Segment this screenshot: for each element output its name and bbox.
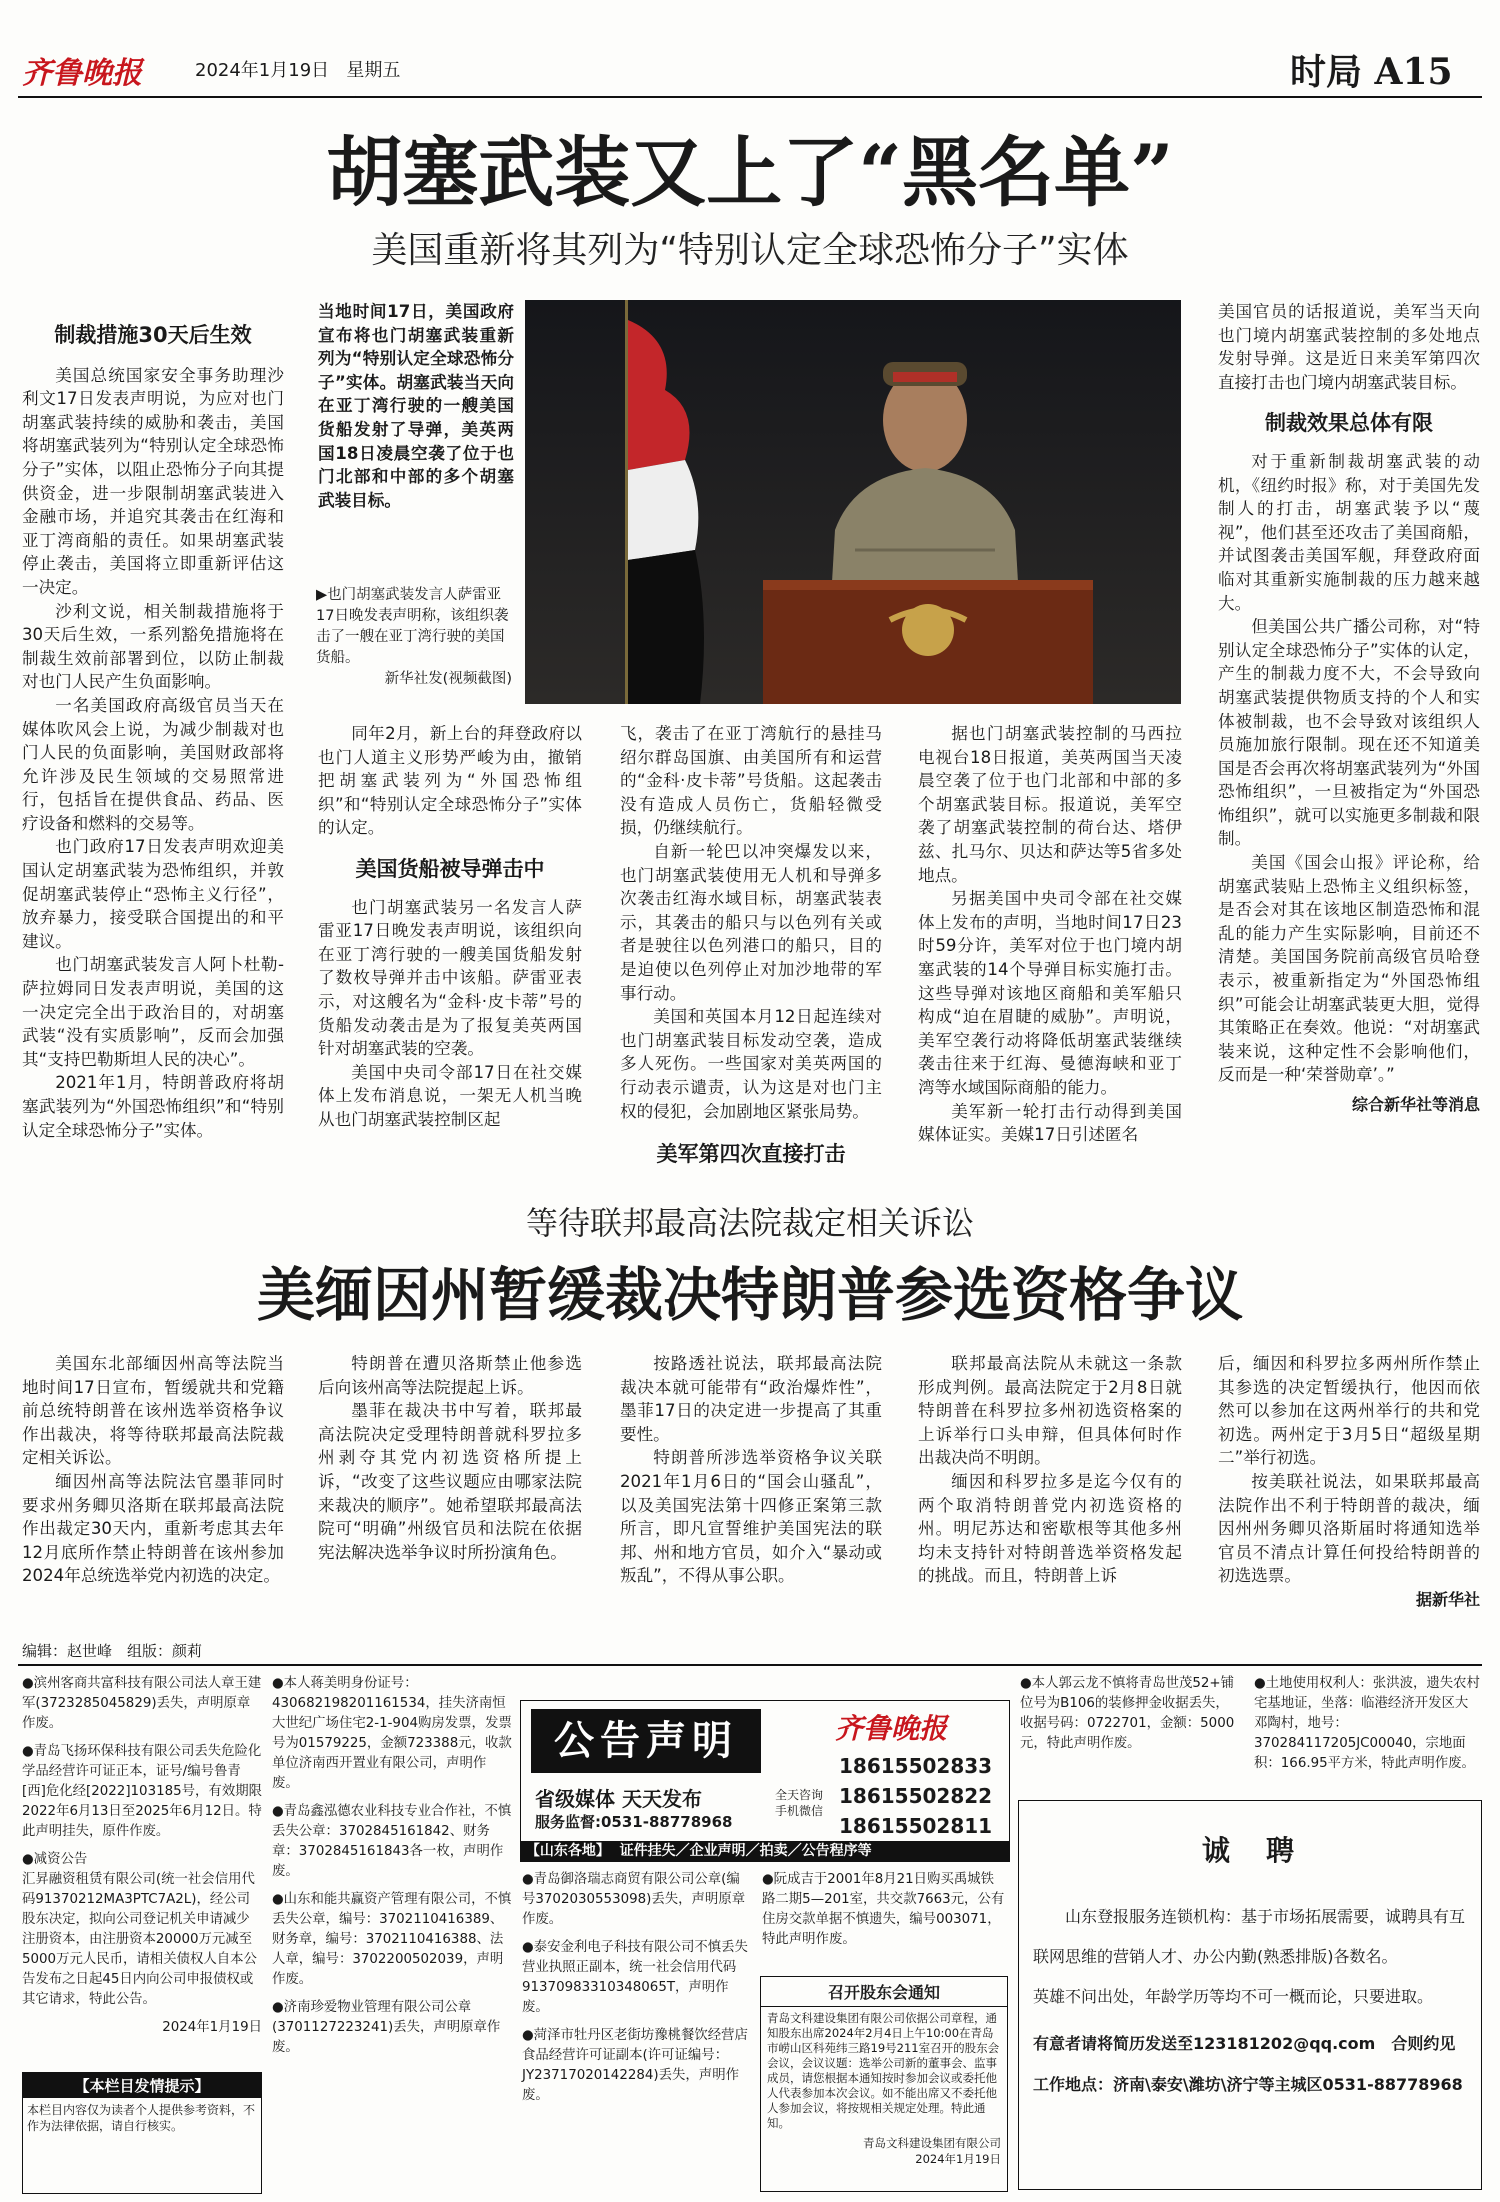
paper-logo: 齐鲁晚报 [22,56,142,91]
section-label: 时局 A15 [1290,51,1453,93]
story2-column-1: 美国东北部缅因州高等法院当地时间17日宣布，暂缓就共和党籍前总统特朗普在该州选举资格争议作出裁决，将等待联邦最高法院裁定相关诉讼。 缅因州高等法院法官墨菲同时要求州务卿贝洛斯在联邦最高法院作出裁定30天内，重新考虑其去年12月底所作禁止特朗普在该州参加2024年总统选举党内初选的决定。 [22,1354,284,1586]
recruitment-ad [1018,1800,1482,2190]
qr-label: 全天咨询 手机微信 [774,1788,823,1818]
ads-column-1: ●滨州客商共富科技有限公司法人章王建军(3723285045829)丢失，声明原章作废。 ●青岛飞扬环保科技有限公司丢失危险化学品经营许可证正本，证号/编号鲁青[西]危化经[2022]103185号，有效期限2022年6月13日至2025年6月12日。特此声明挂失，原件作废。 ●减资公告 汇昇融资租赁有限公司(统一社会信用代码91370212MA3PTC7A2L)，经公司股东决定，拟向公司登记机关申请减少注册资本，由注册资本20000万元减至5000万元人民币，请相关债权人自本公告发布之日起45日内向公司申报债权或其它请求，特此公告。 2024年1月19日 [22,1676,262,2035]
issue-date: 2024年1月19日 星期五 [195,60,401,81]
editor-line: 编辑：赵世峰 组版：颜莉 [22,1642,203,1660]
story1-column-2: 同年2月，新上台的拜登政府以也门人道主义形势严峻为由，撤销把胡塞武装列为“外国恐怖组织”和“特别认定全球恐怖分子”实体的认定。 美国货船被导弹击中 也门胡塞武装另一名发言人萨雷亚17日晚发表声明说，该组织向在亚丁湾行驶的一艘美国货船发射了数枚导弹并击中该船。萨雷亚表示，对这艘名为“金科·皮卡蒂”号的货船发动袭击是为了报复美英两国针对胡塞武装的空袭。 美国中央司令部17日在社交媒体上发布消息说，一架无人机当晚从也门胡塞武装控制区起 [318,724,582,1129]
recruit-address: 工作地点：济南\泰安\潍坊\济宁等主城区0531-88778968 [1033,2075,1463,2094]
story1-column-1: 制裁措施30天后生效 美国总统国家安全事务助理沙利文17日发表声明说，为应对也门胡塞武装持续的威胁和袭击，美国将胡塞武装列为“特别认定全球恐怖分子”实体，以阻止恐怖分子向其提供资金，进一步限制胡塞武装进入金融市场，并追究其袭击在红海和亚丁湾商船的责任。如果胡塞武装停止袭击，美国将立即重新评估这一决定。 沙利文说，相关制裁措施将于30天后生效，一系列豁免措施将在制裁生效前部署到位，以防止制裁对也门人民产生负面影响。 一名美国政府高级官员当天在媒体吹风会上说，为减少制裁对也门人民的负面影响，美国财政部将允许涉及民生领域的交易照常进行，包括旨在提供食品、药品、医疗设备和燃料的交易等。 也门政府17日发表声明欢迎美国认定胡塞武装为恐怖组织，并敦促胡塞武装停止“恐怖主义行径”，放弃暴力，接受联合国提出的和平建议。 也门胡塞武装发言人阿卜杜勒-萨拉姆同日发表声明说，美国的这一决定完全出于政治目的，对胡塞武装“没有实质影响”，反而会加强其“支持巴勒斯坦人民的决心”。 2021年1月，特朗普政府将胡塞武装列为“外国恐怖组织”和“特别认定全球恐怖分子”实体。 [22,323,284,1140]
notice-advert [520,1700,1010,1862]
story2-headline: 美缅因州暂缓裁决特朗普参选资格争议 [256,1261,1243,1329]
ads-rule [18,1664,1482,1666]
notice-title: 公告声明 [531,1709,761,1773]
subhead-limited-effect: 制裁效果总体有限 [1265,411,1433,436]
notice-paper-logo: 齐鲁晚报 [835,1712,948,1745]
story2-column-2: 特朗普在遭贝洛斯禁止他参选后向该州高等法院提起上诉。 墨菲在裁决书中写着，联邦最高法院决定受理特朗普就科罗拉多州剥夺其党内初选资格所提上诉，“改变了这些议题应由哪家法院来裁决的顺序”。她希望联邦最高法院可“明确”州级官员和法院在依据宪法解决选举争议时所扮演角色。 [318,1354,582,1562]
ads-column-3: ●青岛御洛瑞志商贸有限公司公章(编号3702030553098)丢失，声明原章作废。 ●泰安金利电子科技有限公司不慎丢失营业执照正副本，统一社会信用代码91370983310348065T，声明作废。 ●菏泽市牡丹区老街坊豫桃餐饮经营店食品经营许可证副本(许可证编号：JY23717020142284)丢失，声明作废。 [522,1872,748,2103]
notice-phone-list: 18615502833 18615502822 18615502811 [839,1754,993,1838]
ads-column-4: ●阮成吉于2001年8月21日购买禹城铁路二期5—201室，共交款7663元，公有住房交款单据不慎遗失，编号003071，特此声明作废。 [762,1872,1005,1947]
story2-column-3: 按路透社说法，联邦最高法院裁决本就可能带有“政治爆炸性”，墨菲17日的决定进一步提高了其重要性。 特朗普所涉选举资格争议关联2021年1月6日的“国会山骚乱”，以及美国宪法第十四修正案第三款所言，即凡宣誓维护美国宪法的联邦、州和地方官员，如介入“暴动或叛乱”，不得从事公职。 [620,1354,882,1586]
story2-column-5: 后，缅因和科罗拉多两州所作禁止其参选的决定暂缓执行，他因而依然可以参加在这两州举行的共和党初选。两州定于3月5日“超级星期二”举行初选。 按美联社说法，如果联邦最高法院作出不利于特朗普的裁决，缅因州州务卿贝洛斯届时将通知选举官员不清点计算任何投给特朗普的初选选票。 据新华社 [1218,1352,1480,1612]
spokesman-illustration [525,300,1181,704]
story1-column-4: 据也门胡塞武装控制的马西拉电视台18日报道，美英两国当天凌晨空袭了位于也门北部和中部的多个胡塞武装目标。报道说，美军空袭了胡塞武装控制的荷台达、塔伊兹、扎马尔、贝达和萨达等5省多处地点。 另据美国中央司令部在社交媒体上发布的声明，当地时间17日23时59分许，美军对位于也门境内胡塞武装的14个导弹目标实施打击。这些导弹对该地区商船和美军船只构成“迫在眉睫的威胁”。声明说，美军空袭行动将降低胡塞武装继续袭击往来于红海、曼德海峡和亚丁湾等水域国际商船的能力。 美军新一轮打击行动得到美国媒体证实。美媒17日引述匿名 [918,724,1182,1145]
story1-column-5: 美国官员的话报道说，美军当天向也门境内胡塞武装控制的多处地点发射导弹。这是近日来美军第四次直接打击也门境内胡塞武装目标。 制裁效果总体有限 对于重新制裁胡塞武装的动机，《纽约时报》称，对于美国先发制人的打击，胡塞武装予以“蔑视”，他们甚至还攻击了美国商船，并试图袭击美国军舰，拜登政府面临对其重新实施制裁的压力越来越大。 但美国公共广播公司称，对“特别认定全球恐怖分子”实体的认定，产生的制裁力度不大，不会导致向胡塞武装提供物质支持的个人和实体被制裁，也不会导致对该组织人员施加旅行限制。现在还不知道美国是否会再次将胡塞武装列为“外国恐怖组织”，一旦被指定为“外国恐怖组织”，就可以实施更多制裁和限制。 美国《国会山报》评论称，给胡塞武装贴上恐怖主义组织标签，是否会对其在该地区制造恐怖和混乱的能力产生实际影响，目前还不清楚。美国国务院前高级官员哈登表示，被重新指定为“外国恐怖组织”可能会让胡塞武装更大胆，觉得其策略正在奏效。他说：“对胡塞武装来说，这种定性不会影响他们，反而是一种‘荣誉勋章’。” 综合新华社等消息 [1218,300,1480,1117]
recruit-title: 诚 聘 [1201,1834,1298,1867]
notice-bar: 【山东各地】 证件挂失／企业声明／拍卖／公告程序等 [521,1841,1009,1861]
story1-subheadline: 美国重新将其列为“特别认定全球恐怖分子”实体 [371,230,1129,271]
subhead-cargo-ship: 美国货船被导弹击中 [355,856,545,881]
story2-kicker: 等待联邦最高法院裁定相关诉讼 [525,1204,974,1242]
ads-column-5: ●本人郭云龙不慎将青岛世茂52+铺位号为B106的装修押金收据丢失，收据号码：0722701，金额：5000元，特此声明作废。 [1020,1676,1235,1751]
subhead-fourth-strike: 美军第四次直接打击 [656,1142,846,1167]
ads-column-6: ●土地使用权利人：张洪波，遗失农村宅基地证，坐落：临港经济开发区大邓陶村，地号：370284117205JC00040，宗地面积：166.95平方米，特此声明作废。 [1254,1676,1480,1771]
subhead-sanctions: 制裁措施30天后生效 [54,323,252,347]
spokesman-photo [525,300,1181,704]
story1-headline: 胡塞武装又上了“黑名单” [326,128,1174,217]
notice-service-phone: 服务监督:0531-88778968 [535,1813,733,1831]
recruit-body: 山东登报服务连锁机构：基于市场拓展需要，诚聘具有互联网思维的营销人才、办公内勤(熟悉排版)各数名。 [1033,1907,1466,1966]
notice-tip-box: 【本栏目发情提示】 本栏目内容仅为读者个人提供参考资料，不作为法律依据，请自行核实。 [22,2072,262,2194]
recruit-contact: 有意者请将简历发送至123181202@qq.com 合则约见 [1033,2034,1456,2053]
story1-lead: 当地时间17日，美国政府宣布将也门胡塞武装重新列为“特别认定全球恐怖分子”实体。胡塞武装当天向在亚丁湾行驶的一艘美国货船发射了导弹，美英两国18日凌晨空袭了位于也门北部和中部的多个胡塞武装目标。 [318,302,514,510]
story2-byline: 据新华社 [1415,1589,1480,1609]
notice-slogan: 省级媒体 天天发布 [535,1787,702,1811]
header-rule [18,96,1482,98]
story1-column-3: 飞，袭击了在亚丁湾航行的悬挂马绍尔群岛国旗、由美国所有和运营的“金科·皮卡蒂”号货船。这起袭击没有造成人员伤亡，货船轻微受损，仍继续航行。 自新一轮巴以冲突爆发以来，也门胡塞武装使用无人机和导弹多次袭击红海水域目标，胡塞武装表示，其袭击的船只与以色列有关或者是驶往以色列港口的船只，目的是迫使以色列停止对加沙地带的军事行动。 美国和英国本月12日起连续对也门胡塞武装目标发动空袭，造成多人死伤。一些国家对美英两国的行动表示谴责，认为这是对也门主权的侵犯，会加剧地区紧张局势。 美军第四次直接打击 [620,724,882,1167]
ads-column-2: ●本人蒋美明身份证号：430682198201161534，挂失济南恒大世纪广场住宅2-1-904购房发票，发票号为01579225，金额723388元，收款单位济南西开置业有限公司，声明作废。 ●青岛鑫泓德农业科技专业合作社，不慎丢失公章：3702845161842、财务章：3702845161843各一枚，声明作废。 ●山东和能共赢资产管理有限公司，不慎丢失公章，编号：3702110416389、财务章，编号：3702110416388、法人章，编号：3702200502039，声明作废。 ●济南珍爱物业管理有限公司公章(3701127223241)丢失，声明原章作废。 [272,1676,512,2055]
shareholder-meeting-notice: 召开股东会通知 青岛文科建设集团有限公司依据公司章程，通知股东出席2024年2月4日上午10:00在青岛市崂山区科苑纬三路19号211室召开的股东会会议，会议议题：选举公司新的董事会、监事成员，请您根据本通知按时参加会议或委托他人代表参加本次会议。如不能出席又不委托他人参加会议，将按规相关规定处理。特此通知。 青岛文科建设集团有限公司 2024年1月19日 [760,1976,1008,2192]
photo-caption: ▶也门胡塞武装发言人萨雷亚17日晚发表声明称，该组织袭击了一艘在亚丁湾行驶的美国货船。 新华社发(视频截图) [316,587,512,687]
recruit-note: 英雄不问出处，年龄学历等均不可一概而论，只要进取。 [1033,1987,1434,2006]
story2-column-4: 联邦最高法院从未就这一条款形成判例。最高法院定于2月8日就特朗普在科罗拉多州初选资格案的上诉举行口头申辩，但具体何时作出裁决尚不明朗。 缅因和科罗拉多是迄今仅有的两个取消特朗普党内初选资格的州。明尼苏达和密歇根等其他多州均未支持针对特朗普选举资格发起的挑战。而且，特朗普上诉 [918,1354,1182,1586]
story1-byline: 综合新华社等消息 [1351,1095,1480,1114]
